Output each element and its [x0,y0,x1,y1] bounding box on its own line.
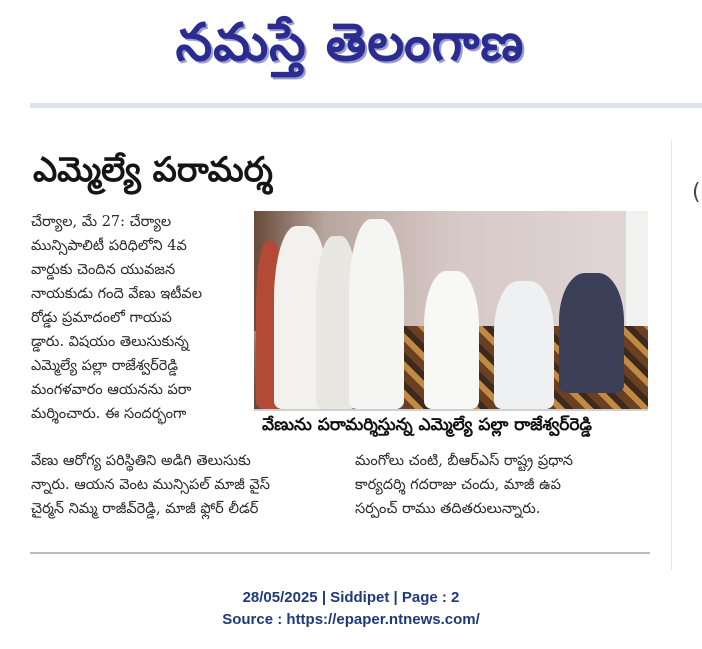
body-line: చేర్యాల, మే 27: చేర్యాల [31,214,172,230]
body-line: డ్డారు. విషయం తెలుసుకున్న [31,334,189,350]
source-url: Source : https://epaper.ntnews.com/ [222,611,480,628]
edition-info: 28/05/2025 | Siddipet | Page : 2 [242,589,460,606]
article-bottom-rule [30,552,650,554]
photo-person [559,273,624,393]
column-divider [671,140,672,570]
body-line: సర్పంచ్ రాము తదితరులున్నారు. [355,501,541,517]
article-headline: ఎమ్మెల్యే పరామర్శ [33,150,273,190]
body-line: నాయకుడు గందె వేణు ఇటీవల [31,286,202,302]
photo-person [349,219,404,409]
body-line: ఎమ్మెల్యే పల్లా రాజేశ్వర్‌రెడ్డి [31,358,179,374]
body-line: న్నారు. ఆయన వెంట మున్సిపల్ మాజీ వైస్ [31,477,270,493]
body-line: వార్డుకు చెందిన యువజన [31,262,176,278]
body-line: మర్శించారు. ఈ సందర్భంగా [31,406,187,422]
masthead-divider [30,103,702,108]
article-body-left [31,210,246,455]
adjacent-article-edge: ( [692,180,701,205]
body-line: మంగోలు చంటి, బీఆర్‌ఎస్‌ రాష్ట్ర ప్రధాన [355,453,573,469]
photo-caption: వేణును పరామర్శిస్తున్న ఎమ్మెల్యే పల్లా రాజేశ్వర్‌రెడ్డి [262,415,593,435]
photo-person [494,281,554,409]
body-line: రోడ్డు ప్రమాదంలో గాయప [31,310,172,326]
photo-person [424,271,479,409]
body-line: కార్యదర్శి గదరాజు చందు, మాజీ ఉప [355,477,561,493]
newspaper-logo: నమస్తే తెలంగాణ [175,12,525,73]
body-line: వేణు ఆరోగ్య పరిస్థితిని అడిగి తెలుసుకు [31,453,251,469]
body-line: మున్సిపాలిటీ పరిధిలోని 4వ [31,238,187,254]
masthead [0,0,702,95]
article-photo [254,211,648,409]
body-line: మంగళవారం ఆయనను పరా [31,382,192,398]
body-line: చైర్మన్ నిమ్మ రాజీవ్‌రెడ్డి, మాజీ ఫ్లోర్ లీడర్ [31,501,259,517]
